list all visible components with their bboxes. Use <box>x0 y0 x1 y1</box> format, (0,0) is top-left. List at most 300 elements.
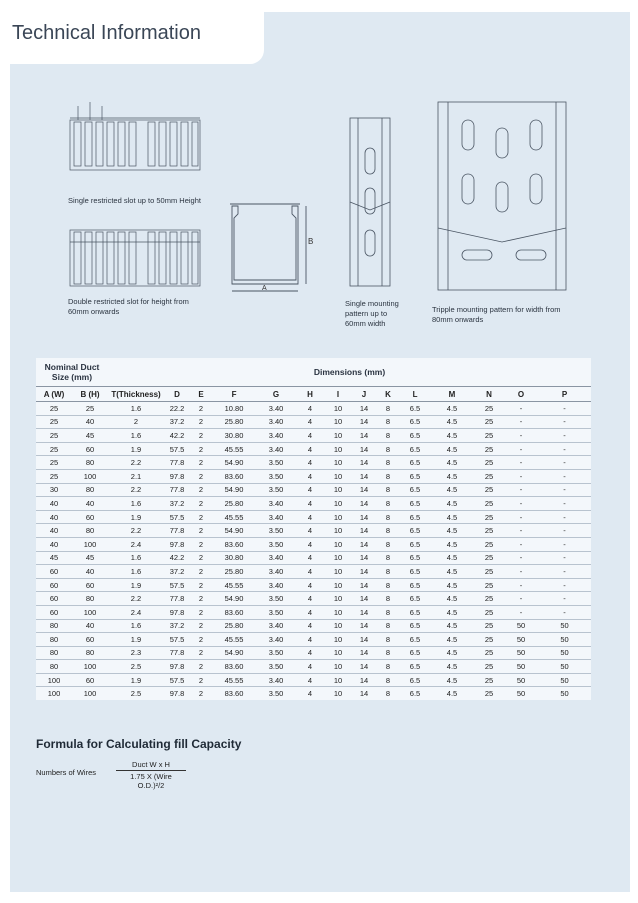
table-cell: 4.5 <box>430 537 474 551</box>
triple-mounting-drawing <box>432 98 572 294</box>
table-cell: 40 <box>36 524 72 538</box>
table-cell: - <box>538 415 591 429</box>
table-cell: 14 <box>352 578 376 592</box>
table-cell: 3.50 <box>256 537 296 551</box>
table-cell: 25 <box>474 660 504 674</box>
table-cell: 57.5 <box>164 578 190 592</box>
table-cell: 50 <box>504 646 538 660</box>
table-cell: 4 <box>296 442 324 456</box>
table-cell: 25 <box>474 537 504 551</box>
table-cell: 4.5 <box>430 469 474 483</box>
table-cell: - <box>504 592 538 606</box>
table-cell: 50 <box>504 660 538 674</box>
table-cell: 4.5 <box>430 578 474 592</box>
table-cell: 2 <box>190 660 212 674</box>
table-cell: 1.6 <box>108 619 164 633</box>
single-restricted-slot-drawing <box>60 98 210 178</box>
table-cell: 10 <box>324 619 352 633</box>
table-cell: 4.5 <box>430 660 474 674</box>
table-cell: 25 <box>72 402 108 416</box>
title-tab <box>0 0 264 64</box>
dimensions-table <box>36 358 591 700</box>
table-cell: 14 <box>352 442 376 456</box>
table-body <box>36 402 591 701</box>
table-cell: - <box>504 524 538 538</box>
table-row <box>36 605 591 619</box>
table-cell: 6.5 <box>400 633 430 647</box>
table-cell: 37.2 <box>164 497 190 511</box>
table-cell: 6.5 <box>400 402 430 416</box>
formula-title: Formula for Calculating fill Capacity <box>36 737 242 751</box>
table-cell: 2 <box>190 429 212 443</box>
table-cell: 54.90 <box>212 483 256 497</box>
table-cell: 40 <box>36 510 72 524</box>
table-cell: 83.60 <box>212 537 256 551</box>
column-header: H <box>296 387 324 402</box>
table-cell: 4 <box>296 673 324 687</box>
table-cell: 100 <box>72 687 108 700</box>
column-header: N <box>474 387 504 402</box>
table-cell: - <box>538 483 591 497</box>
table-cell: - <box>504 510 538 524</box>
table-cell: 8 <box>376 510 400 524</box>
table-cell: 4 <box>296 456 324 470</box>
table-cell: 6.5 <box>400 646 430 660</box>
table-cell: 45.55 <box>212 510 256 524</box>
table-cell: 25 <box>36 456 72 470</box>
table-cell: 25 <box>36 469 72 483</box>
table-cell: 1.6 <box>108 429 164 443</box>
table-cell: 10 <box>324 456 352 470</box>
table-cell: - <box>504 497 538 511</box>
table-cell: 4 <box>296 537 324 551</box>
table-cell: 14 <box>352 551 376 565</box>
table-cell: 57.5 <box>164 442 190 456</box>
table-cell: - <box>504 483 538 497</box>
table-cell: 8 <box>376 483 400 497</box>
table-cell: 25.80 <box>212 565 256 579</box>
table-cell: 6.5 <box>400 442 430 456</box>
table-cell: 6.5 <box>400 429 430 443</box>
table-cell: - <box>504 537 538 551</box>
table-cell: 10 <box>324 578 352 592</box>
table-cell: 4 <box>296 660 324 674</box>
table-cell: 25.80 <box>212 619 256 633</box>
table-cell: 83.60 <box>212 605 256 619</box>
table-cell: 1.6 <box>108 551 164 565</box>
table-cell: 6.5 <box>400 592 430 606</box>
table-cell: 4 <box>296 402 324 416</box>
table-cell: 100 <box>36 673 72 687</box>
table-cell: 80 <box>36 633 72 647</box>
table-cell: 6.5 <box>400 660 430 674</box>
table-cell: 25 <box>474 442 504 456</box>
table-cell: 4.5 <box>430 687 474 700</box>
table-cell: 80 <box>72 483 108 497</box>
table-cell: 8 <box>376 646 400 660</box>
table-row <box>36 660 591 674</box>
table-cell: 8 <box>376 442 400 456</box>
table-cell: 2 <box>190 592 212 606</box>
table-cell: 60 <box>72 578 108 592</box>
table-cell: 25 <box>474 673 504 687</box>
table-cell: 25 <box>474 578 504 592</box>
table-cell: 10 <box>324 415 352 429</box>
table-cell: 4.5 <box>430 605 474 619</box>
table-cell: 42.2 <box>164 429 190 443</box>
table-cell: 8 <box>376 660 400 674</box>
table-cell: 4.5 <box>430 646 474 660</box>
table-cell: 6.5 <box>400 619 430 633</box>
table-cell: 97.8 <box>164 605 190 619</box>
table-cell: 40 <box>72 497 108 511</box>
table-row <box>36 469 591 483</box>
table-cell: 2 <box>190 497 212 511</box>
table-cell: 8 <box>376 633 400 647</box>
table-cell: 14 <box>352 687 376 700</box>
table-cell: 14 <box>352 565 376 579</box>
table-cell: 10 <box>324 537 352 551</box>
table-cell: 2.5 <box>108 660 164 674</box>
dimension-b-label: B <box>308 237 314 246</box>
table-cell: 6.5 <box>400 497 430 511</box>
table-cell: 2.2 <box>108 592 164 606</box>
table-cell: 8 <box>376 497 400 511</box>
table-cell: 8 <box>376 429 400 443</box>
table-cell: 60 <box>36 592 72 606</box>
table-cell: 6.5 <box>400 524 430 538</box>
table-cell: 2 <box>190 578 212 592</box>
table-cell: 97.8 <box>164 687 190 700</box>
table-cell: 8 <box>376 456 400 470</box>
table-cell: 25 <box>474 524 504 538</box>
table-cell: 3.40 <box>256 415 296 429</box>
table-cell: 60 <box>72 673 108 687</box>
table-cell: 4.5 <box>430 497 474 511</box>
header-dimensions: Dimensions (mm) <box>313 367 386 377</box>
table-cell: 60 <box>72 442 108 456</box>
table-cell: 14 <box>352 524 376 538</box>
table-cell: 37.2 <box>164 619 190 633</box>
table-cell: 83.60 <box>212 469 256 483</box>
table-cell: 3.40 <box>256 402 296 416</box>
table-cell: 3.50 <box>256 646 296 660</box>
table-cell: 25 <box>474 565 504 579</box>
table-cell: 1.9 <box>108 510 164 524</box>
table-cell: 25 <box>36 402 72 416</box>
table-cell: 45 <box>72 551 108 565</box>
table-cell: 97.8 <box>164 469 190 483</box>
table-cell: 4 <box>296 592 324 606</box>
table-cell: 30.80 <box>212 429 256 443</box>
column-header: P <box>538 387 591 402</box>
table-cell: 8 <box>376 402 400 416</box>
table-row <box>36 510 591 524</box>
formula-label: Numbers of Wires <box>36 768 97 777</box>
table-cell: 50 <box>504 673 538 687</box>
header-nominal-duct-size: Nominal Duct Size (mm) <box>44 362 100 382</box>
table-cell: 100 <box>36 687 72 700</box>
table-cell: 8 <box>376 673 400 687</box>
table-cell: 10 <box>324 687 352 700</box>
table-cell: - <box>504 442 538 456</box>
table-cell: 77.8 <box>164 646 190 660</box>
table-cell: 2 <box>190 524 212 538</box>
table-cell: 3.40 <box>256 442 296 456</box>
table-cell: 10 <box>324 483 352 497</box>
table-cell: 80 <box>36 646 72 660</box>
table-cell: 45.55 <box>212 673 256 687</box>
table-cell: 80 <box>72 646 108 660</box>
table-cell: 50 <box>538 633 591 647</box>
table-cell: 4 <box>296 469 324 483</box>
table-cell: - <box>538 429 591 443</box>
table-cell: 57.5 <box>164 510 190 524</box>
table-cell: 30.80 <box>212 551 256 565</box>
table-cell: 6.5 <box>400 605 430 619</box>
table-cell: - <box>538 578 591 592</box>
table-row <box>36 578 591 592</box>
table-cell: 45.55 <box>212 442 256 456</box>
table-cell: 3.40 <box>256 619 296 633</box>
table-cell: 6.5 <box>400 673 430 687</box>
table-cell: 25.80 <box>212 415 256 429</box>
table-cell: 50 <box>538 687 591 700</box>
table-cell: 4.5 <box>430 551 474 565</box>
table-cell: 8 <box>376 619 400 633</box>
table-cell: 10 <box>324 673 352 687</box>
table-cell: 60 <box>72 510 108 524</box>
table-row <box>36 497 591 511</box>
table-cell: 4 <box>296 483 324 497</box>
table-cell: 2 <box>190 673 212 687</box>
table-cell: - <box>504 402 538 416</box>
table-cell: 2 <box>190 646 212 660</box>
table-cell: 4.5 <box>430 619 474 633</box>
caption-single-mounting: Single mounting pattern up to 60mm width <box>345 299 399 328</box>
table-cell: 25 <box>36 429 72 443</box>
table-cell: 2.4 <box>108 537 164 551</box>
table-cell: 25 <box>474 429 504 443</box>
table-cell: 25 <box>36 442 72 456</box>
table-cell: 57.5 <box>164 673 190 687</box>
table-cell: - <box>504 605 538 619</box>
table-cell: 40 <box>72 565 108 579</box>
column-header: G <box>256 387 296 402</box>
table-cell: 2 <box>190 565 212 579</box>
formula-fraction <box>116 760 186 790</box>
table-cell: 6.5 <box>400 551 430 565</box>
table-cell: 3.40 <box>256 578 296 592</box>
table-cell: 3.40 <box>256 497 296 511</box>
table-cell: 10 <box>324 592 352 606</box>
table-cell: 25 <box>474 633 504 647</box>
table-cell: 4 <box>296 619 324 633</box>
table-cell: 80 <box>36 619 72 633</box>
table-cell: 3.50 <box>256 483 296 497</box>
formula-numerator: Duct W x H <box>116 760 186 771</box>
table-cell: 2.4 <box>108 605 164 619</box>
table-cell: 6.5 <box>400 565 430 579</box>
table-cell: - <box>504 469 538 483</box>
table-cell: 3.40 <box>256 429 296 443</box>
table-cell: 25 <box>474 415 504 429</box>
table-cell: 4.5 <box>430 456 474 470</box>
table-cell: 25 <box>474 483 504 497</box>
table-cell: 54.90 <box>212 646 256 660</box>
formula-denominator: 1.75 X (Wire O.D.)²/2 <box>130 772 172 790</box>
table-cell: 1.9 <box>108 578 164 592</box>
table-cell: 37.2 <box>164 565 190 579</box>
table-cell: 25 <box>474 551 504 565</box>
table-cell: - <box>538 565 591 579</box>
table-cell: - <box>504 551 538 565</box>
table-cell: 4 <box>296 605 324 619</box>
table-cell: 50 <box>538 660 591 674</box>
table-cell: - <box>504 429 538 443</box>
column-header: J <box>352 387 376 402</box>
table-cell: 3.50 <box>256 605 296 619</box>
table-cell: 3.50 <box>256 687 296 700</box>
table-cell: 25 <box>474 510 504 524</box>
table-cell: 3.40 <box>256 510 296 524</box>
table-cell: 14 <box>352 660 376 674</box>
table-cell: 54.90 <box>212 524 256 538</box>
table-cell: 2.1 <box>108 469 164 483</box>
table-cell: 3.50 <box>256 469 296 483</box>
table-cell: 6.5 <box>400 578 430 592</box>
page-title: Technical Information <box>12 22 201 44</box>
table-cell: 4 <box>296 578 324 592</box>
table-cell: 77.8 <box>164 456 190 470</box>
table-cell: 14 <box>352 456 376 470</box>
duct-cross-section-drawing <box>222 196 317 298</box>
table-cell: 4 <box>296 646 324 660</box>
table-cell: 1.6 <box>108 497 164 511</box>
table-cell: 8 <box>376 605 400 619</box>
table-cell: 40 <box>72 619 108 633</box>
table-cell: 50 <box>538 619 591 633</box>
table-cell: 4.5 <box>430 402 474 416</box>
column-header: L <box>400 387 430 402</box>
column-header: M <box>430 387 474 402</box>
double-restricted-slot-drawing <box>60 220 210 292</box>
table-cell: 2.5 <box>108 687 164 700</box>
table-row <box>36 565 591 579</box>
table-cell: 80 <box>36 660 72 674</box>
table-cell: 10 <box>324 524 352 538</box>
table-cell: 25 <box>474 605 504 619</box>
table-cell: 4.5 <box>430 673 474 687</box>
table-cell: 4.5 <box>430 592 474 606</box>
table-cell: 2 <box>190 469 212 483</box>
table-cell: 8 <box>376 415 400 429</box>
table-row <box>36 456 591 470</box>
table-cell: 8 <box>376 551 400 565</box>
table-cell: 2 <box>190 456 212 470</box>
column-header: O <box>504 387 538 402</box>
table-cell: 100 <box>72 605 108 619</box>
column-header: E <box>190 387 212 402</box>
table-row <box>36 551 591 565</box>
column-header: I <box>324 387 352 402</box>
table-cell: 30 <box>36 483 72 497</box>
table-cell: 2 <box>190 687 212 700</box>
table-cell: 10 <box>324 469 352 483</box>
table-cell: 77.8 <box>164 524 190 538</box>
table-cell: 25 <box>36 415 72 429</box>
table-cell: 45.55 <box>212 578 256 592</box>
table-cell: 45 <box>36 551 72 565</box>
table-cell: 3.50 <box>256 524 296 538</box>
table-cell: 10 <box>324 551 352 565</box>
table-cell: 40 <box>36 537 72 551</box>
table-cell: 10 <box>324 646 352 660</box>
table-cell: 50 <box>504 687 538 700</box>
table-cell: - <box>504 578 538 592</box>
table-row <box>36 415 591 429</box>
table-cell: 2 <box>190 510 212 524</box>
table-row <box>36 429 591 443</box>
table-cell: - <box>504 456 538 470</box>
table-cell: 4 <box>296 551 324 565</box>
table-cell: 45 <box>72 429 108 443</box>
table-cell: 3.40 <box>256 565 296 579</box>
table-cell: 8 <box>376 592 400 606</box>
table-cell: 4 <box>296 510 324 524</box>
table-cell: 83.60 <box>212 687 256 700</box>
table-cell: 50 <box>504 633 538 647</box>
table-cell: 14 <box>352 429 376 443</box>
table-cell: 100 <box>72 537 108 551</box>
table-cell: - <box>538 402 591 416</box>
column-header: A (W) <box>36 387 72 402</box>
table-cell: 2.2 <box>108 524 164 538</box>
table-cell: 50 <box>504 619 538 633</box>
table-cell: 14 <box>352 646 376 660</box>
table-cell: 60 <box>36 565 72 579</box>
table-cell: 25 <box>474 619 504 633</box>
table-cell: 6.5 <box>400 537 430 551</box>
table-cell: 2.2 <box>108 483 164 497</box>
column-header: K <box>376 387 400 402</box>
table-cell: 10 <box>324 565 352 579</box>
table-cell: 14 <box>352 537 376 551</box>
table-cell: 6.5 <box>400 415 430 429</box>
table-cell: 40 <box>36 497 72 511</box>
table-cell: 4.5 <box>430 510 474 524</box>
table-cell: - <box>538 551 591 565</box>
table-cell: - <box>538 524 591 538</box>
table-cell: 2 <box>190 619 212 633</box>
table-cell: 4 <box>296 633 324 647</box>
table-cell: 4.5 <box>430 565 474 579</box>
table-cell: 3.50 <box>256 592 296 606</box>
table-cell: 14 <box>352 483 376 497</box>
table-cell: 50 <box>538 673 591 687</box>
table-row <box>36 524 591 538</box>
table-cell: 4.5 <box>430 633 474 647</box>
table-cell: 14 <box>352 415 376 429</box>
table-cell: 100 <box>72 660 108 674</box>
table-cell: 4 <box>296 415 324 429</box>
table-cell: 25 <box>474 592 504 606</box>
table-row <box>36 483 591 497</box>
table-cell: 97.8 <box>164 660 190 674</box>
table-cell: 14 <box>352 469 376 483</box>
table-cell: 2 <box>190 537 212 551</box>
table-cell: 2 <box>190 605 212 619</box>
